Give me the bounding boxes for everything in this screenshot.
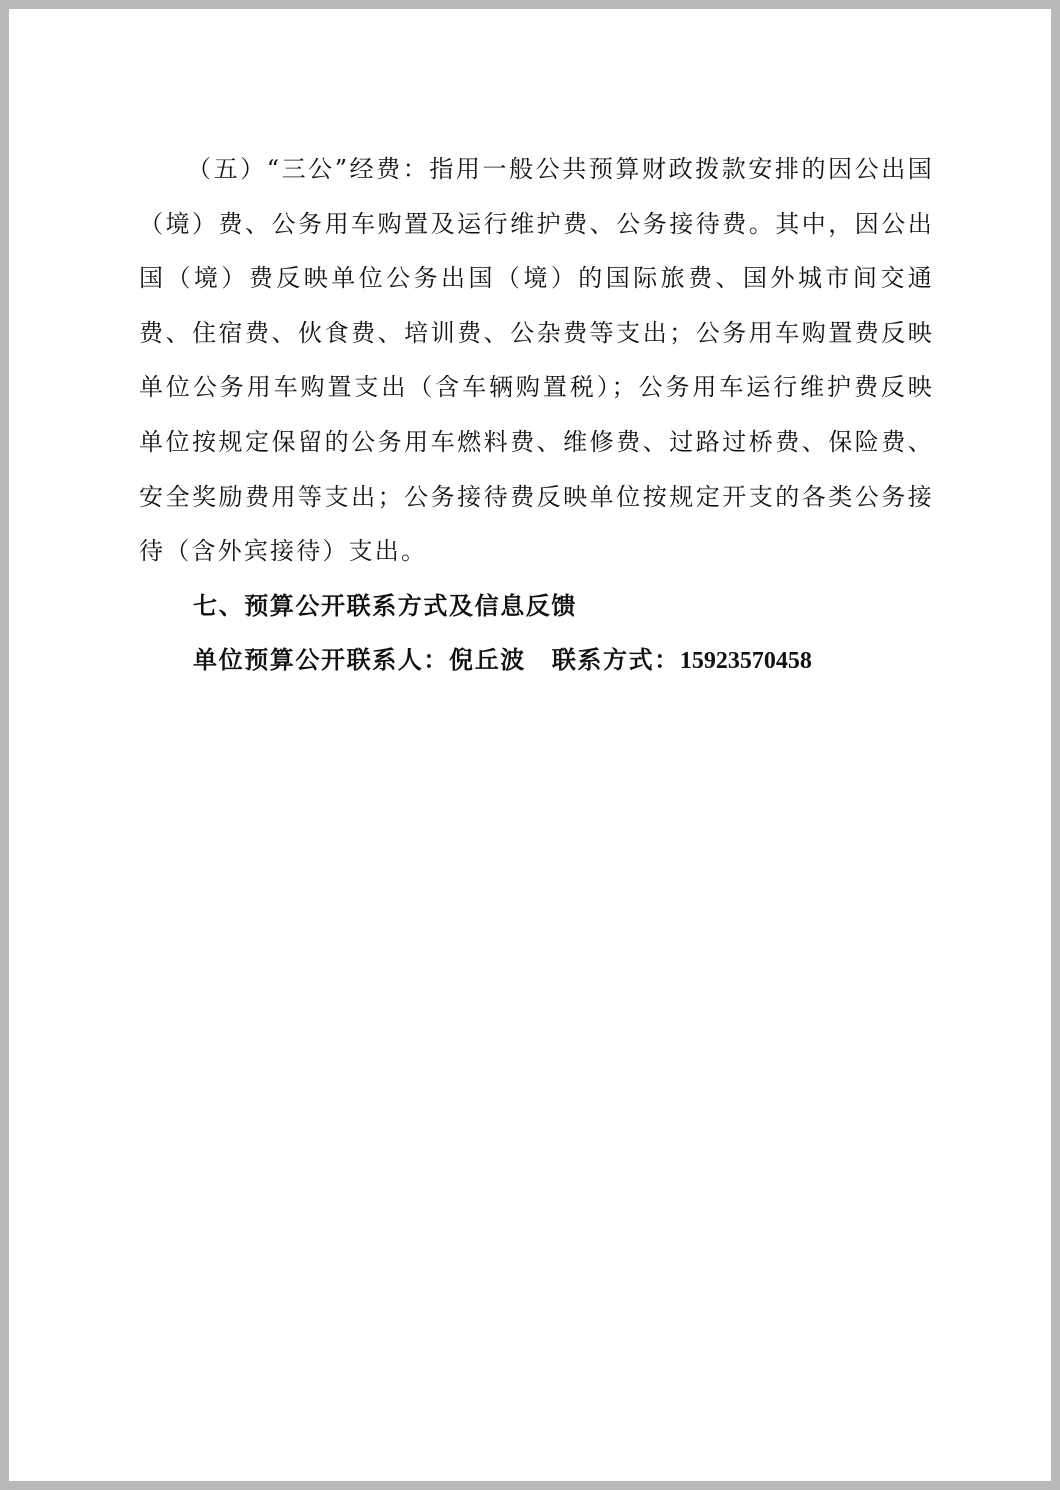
contact-person: 单位预算公开联系人：倪丘波 [193, 645, 526, 675]
section-seven-heading: 七、预算公开联系方式及信息反馈 [193, 590, 577, 620]
contact-phone-label: 联系方式： [551, 645, 680, 675]
document-page [9, 9, 1051, 1481]
contact-phone: 15923570458 [679, 648, 812, 675]
contact-line [139, 633, 934, 689]
page-body [139, 142, 934, 689]
section-five-paragraph: （五）“三公”经费：指用一般公共预算财政拨款安排的因公出国（境）费、公务用车购置及运行维护费、公务接待费。其中，因公出国（境）费反映单位公务出国（境）的国际旅费、国外城市间交通费、住宿费、伙食费、培训费、公杂费等支出；公务用车购置费反映单位公务用车购置支出（含车辆购置税）；公务用车运行维护费反映单位按规定保留的公务用车燃料费、维修费、过路过桥费、保险费、安全奖励费用等支出；公务接待费反映单位按规定开支的各类公务接待（含外宾接待）支出。 [139, 155, 934, 566]
